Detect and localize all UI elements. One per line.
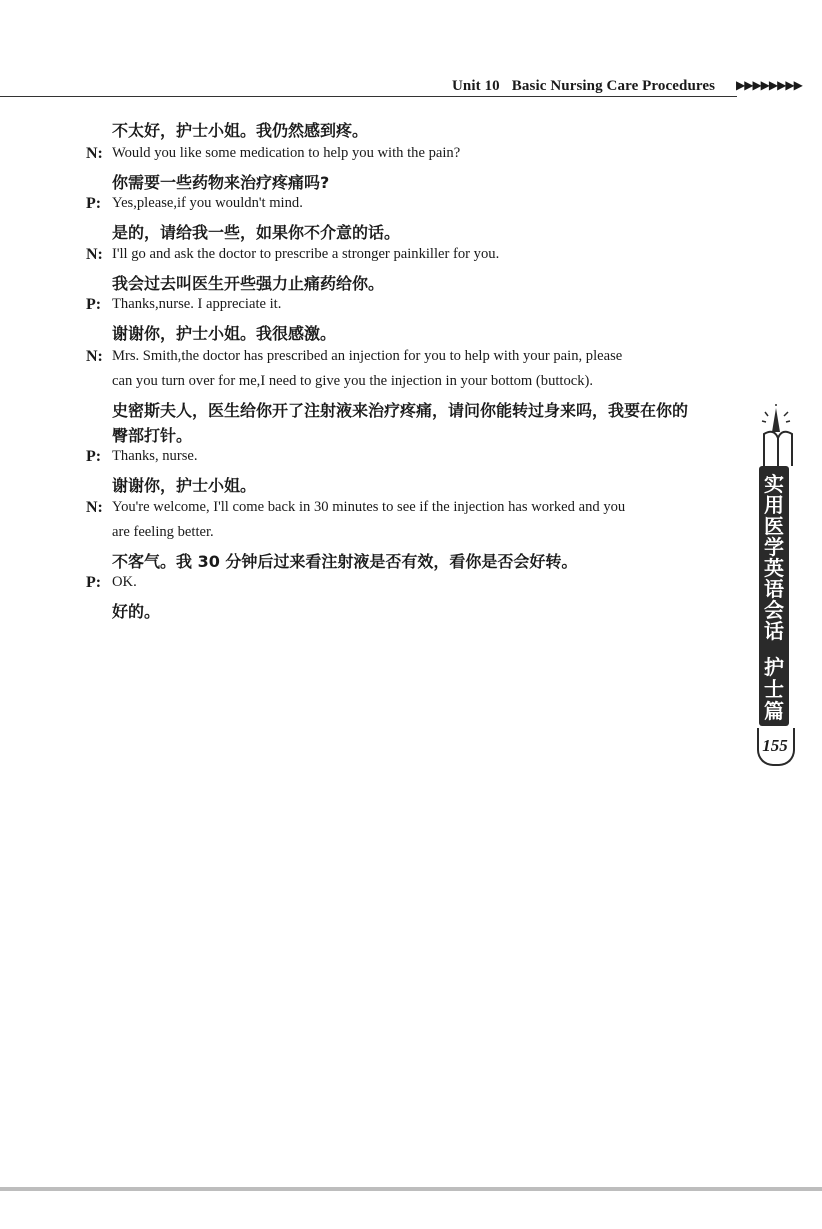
dialogue-zh-line: 好的。 (112, 602, 161, 621)
dialogue-zh-line: 谢谢你，护士小姐。我很感激。 (112, 324, 337, 343)
dialogue-zh-line: 是的，请给我一些，如果你不介意的话。 (112, 223, 401, 242)
dialogue-en-line: I'll go and ask the doctor to prescribe a stronger painkiller for you. (112, 246, 500, 262)
speaker-label: P: (86, 448, 102, 465)
dialogue-en-line: OK. (112, 574, 137, 590)
dialogue-en-line: are feeling better. (112, 524, 214, 540)
dialogue-zh-line: 臀部打针。 (112, 426, 193, 445)
dialogue-en-line: Mrs. Smith,the doctor has prescribed an injection for you to help with your pain, please (112, 348, 623, 364)
speaker-label: P: (86, 574, 102, 591)
dialogue-zh-line: 我会过去叫医生开些强力止痛药给你。 (112, 274, 385, 293)
dialogue-en-line: Would you like some medication to help you with the pain? (112, 145, 461, 161)
dialogue-zh-line: 谢谢你，护士小姐。 (112, 476, 257, 495)
book-subtitle: 护士篇 (764, 655, 784, 723)
header-divider (0, 96, 737, 97)
speaker-label: N: (86, 348, 103, 365)
open-book-icon (760, 404, 796, 468)
dialogue-zh-line: 史密斯夫人，医生给你开了注射液来治疗疼痛，请问你能转过身来吗，我要在你的 (112, 401, 689, 420)
dialogue-en-line: Thanks, nurse. (112, 448, 198, 464)
dialogue-en-line: Thanks,nurse. I appreciate it. (112, 296, 282, 312)
running-header (452, 78, 715, 95)
dialogue-zh-line: 不客气。我 30 分钟后过来看注射液是否有效，看你是否会好转。 (112, 552, 578, 571)
unit-label: Unit 10 (452, 78, 500, 94)
dialogue-en-line: You're welcome, I'll come back in 30 minutes to see if the injection has worked and you (112, 499, 626, 515)
chapter-title: Basic Nursing Care Procedures (511, 78, 716, 94)
dialogue-en-line: can you turn over for me,I need to give you the injection in your bottom (buttock). (112, 373, 594, 389)
dialogue-zh-line: 不太好，护士小姐。我仍然感到疼。 (112, 121, 369, 140)
book-title: 实用医学英语会话 (764, 472, 784, 643)
speaker-label: P: (86, 195, 102, 212)
footer-divider (0, 1187, 822, 1191)
speaker-label: N: (86, 246, 103, 263)
dialogue-en-line: Yes,please,if you wouldn't mind. (112, 195, 303, 211)
header-arrows-icon: ▶▶▶▶▶▶▶▶ (736, 78, 802, 92)
speaker-label: P: (86, 296, 102, 313)
dialogue-zh-line: 你需要一些药物来治疗疼痛吗? (112, 173, 330, 192)
speaker-label: N: (86, 145, 103, 162)
speaker-label: N: (86, 499, 103, 516)
page-number: 155 (762, 736, 788, 755)
